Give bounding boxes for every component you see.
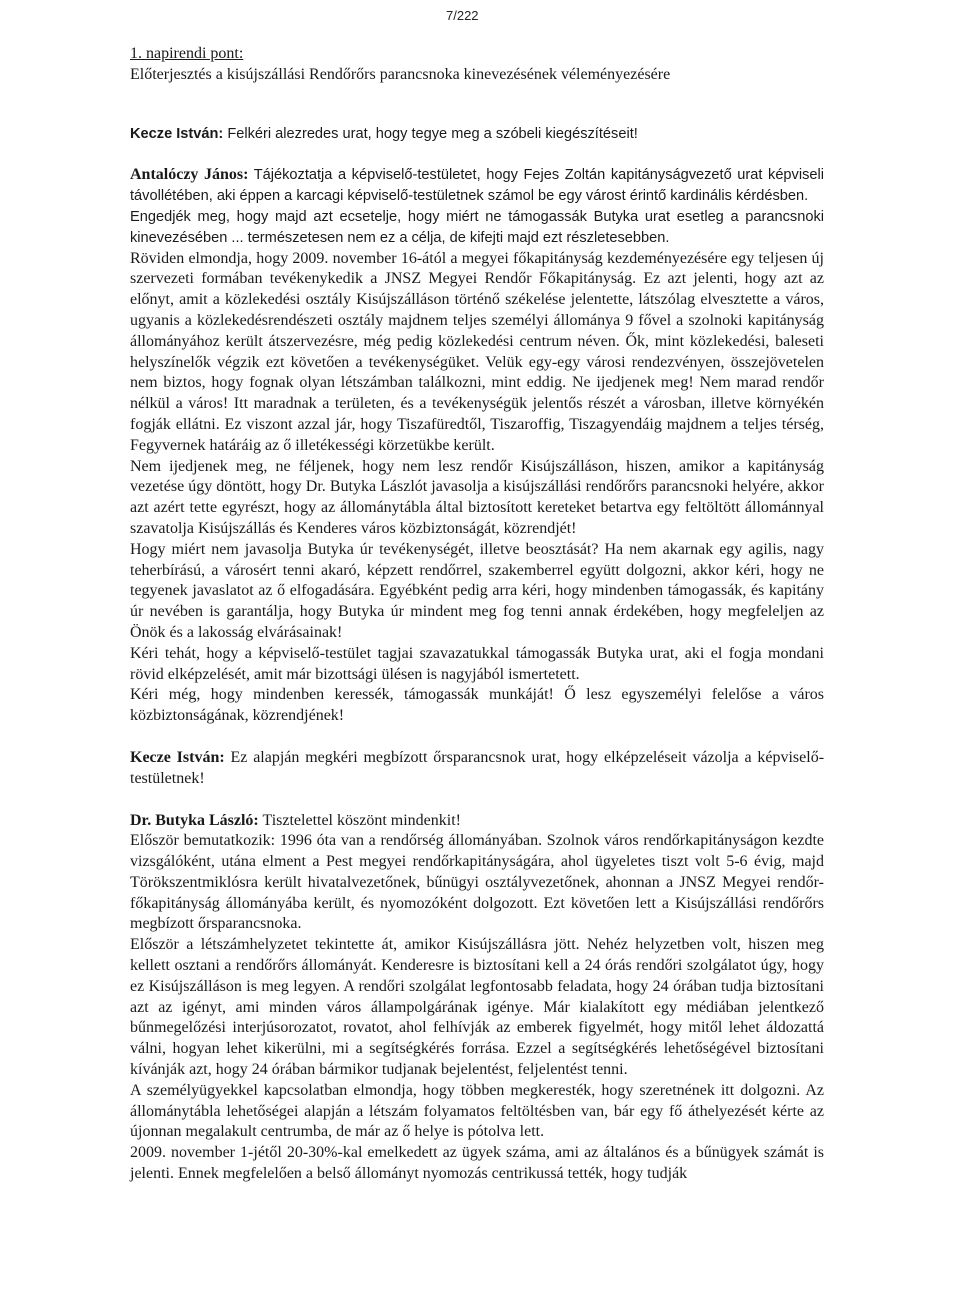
document-body <box>130 44 824 1185</box>
agenda-item-subtitle: Előterjesztés a kisújszállási Rendőrőrs parancsnoka kinevezésének véleményezésére <box>130 65 671 83</box>
agenda-item-title: 1. napirendi pont: <box>130 45 244 62</box>
speaker-name: Antalóczy János: <box>130 166 249 184</box>
speech-block <box>130 165 824 727</box>
speech-paragraph: Kecze István: Felkéri alezredes urat, hogy tegye meg a szóbeli kiegészítéseit! <box>130 125 638 142</box>
speech-paragraph: Hogy miért nem javasolja Butyka úr tevékenységét, illetve beosztását? Ha nem akarnak egy agilis, nagy teherbírású, a városért tenni akaró, képzett rendőrrel, szakemberrel együtt dolgozni, akkor kéri, hogy ne tegyenek javaslatot az ő elfogadására. Egyébként pedig arra kéri, hogy mindenben támogassák, és kapitány úr nevében is garantálja, hogy Butyka úr mindent meg fog tenni annak érdekében, hogy megfeleljen az Önök és a lakosság elvárásainak! <box>130 540 824 641</box>
speech-paragraph: A személyügyekkel kapcsolatban elmondja, hogy többen megkeresték, hogy szeretnének itt dolgozni. Az állománytábla lehetőségei alapján a létszám folyamatos feltöltésben van, bár egy fő áthelyezését kérte az újonnan megalakult centrumba, de már az ő helye is pótolva lett. <box>130 1081 824 1141</box>
speech-paragraph: Kecze István: Ez alapján megkéri megbízott őrsparancsnok urat, hogy elképzeléseit vázolja a képviselő-testületnek! <box>130 748 825 787</box>
speech-paragraph: Kéri még, hogy mindenben keressék, támogassák munkáját! Ő lesz egyszemélyi felelőse a város közbiztonságának, közrendjének! <box>130 686 824 725</box>
speech-paragraph: Először bemutatkozik: 1996 óta van a rendőrség állományában. Szolnok város rendőrkapitányságon kezdte vizsgálóként, utána elment a Pest megyei rendőrkapitányságára, ahol ügyeletes tiszt volt 5-6 évig, majd Törökszentmiklósra került hivatalvezetőnek, bűnügyi osztályvezetőnek, ahonnan a JNSZ Megyei rendőr-főkapitányság állományába került, és nyomozóként dolgozott. Ezt követően lett a Kisújszállási rendőrőrs megbízott őrsparancsnoka. <box>130 832 824 933</box>
speech-paragraph: Nem ijedjenek meg, ne féljenek, hogy nem lesz rendőr Kisújszálláson, hiszen, amikor a kapitányság vezetése úgy döntött, hogy Dr. Butyka Lászlót javasolja a kisújszállási rendőrőrs parancsnoki helyére, akkor azt azért tette egyrészt, hogy az állománytábla által biztosított kereteket betartva egy feltöltött állománnyal szavatolja Kisújszállás és Kenderes város közbiztonságát, közrendjét! <box>130 457 824 537</box>
speech-paragraph: Kéri tehát, hogy a képviselő-testület tagjai szavazatukkal támogassák Butyka urat, aki el fogja mondani rövid elképzelését, amit már bizottsági ülésen is nagyjából ismertetett. <box>130 644 824 683</box>
speech-paragraph: Dr. Butyka László: Tisztelettel köszönt mindenkit! <box>130 811 461 829</box>
speech-paragraph: 2009. november 1-jétől 20-30%-kal emelkedett az ügyek száma, ami az általános és a bűnügyek számát is jelenti. Ennek megfelelően a belső állományt nyomozás centrikussá tették, hogy tudják <box>130 1144 824 1183</box>
speech-block <box>130 748 824 790</box>
speech-block <box>130 124 824 145</box>
speech-paragraph: Antalóczy János: Tájékoztatja a képviselő-testületet, hogy Fejes Zoltán kapitányságvezető urat képviseli távollétében, aki éppen a karcagi képviselő-testületnek számol be egy várost érintő kardinális kérdésben. <box>130 166 824 205</box>
speech-paragraph: Engedjék meg, hogy majd azt ecsetelje, hogy miért ne támogassák Butyka urat esetleg a parancsnoki kinevezésében ... természetesen nem ez a célja, de kifejti majd ezt részletesebben. <box>130 208 824 246</box>
speech-paragraph: Röviden elmondja, hogy 2009. november 16-ától a megyei főkapitányság kezdeményezésére egy teljesen új szervezeti formában tevékenykedik a JNSZ Megyei Rendőr Főkapitányság. Ez azt jelenti, hogy azt az előnyt, amit a közlekedési osztály Kisújszálláson történő székelése jelentette, látszólag elvesztette a város, ugyanis a közlekedésrendészeti osztály majdnem teljes személyi állománya 9 fővel a szolnoki kapitányság állományához került átszervezésre, még pedig közlekedési centrum néven. Ők, mint közlekedési, baleseti helyszínelők végzik ezt követően a tevékenységüket. Velük egy-egy városi rendezvényen, összejövetelen nem biztos, hogy fognak olyan létszámban találkozni, mint eddig. Ne ijedjenek meg! Nem marad rendőr nélkül a város! Itt maradnak a területen, és a tevékenységük jelentős részét a városban, illetve környékén fogják ellátni. Ez viszont azzal jár, hogy Tiszafüredtől, Tiszaroffig, Tiszagyendáig majdnem a teljes térség, Fegyvernek határáig az ő illetékességi körzetükbe került. <box>130 249 824 454</box>
speaker-name: Kecze István: <box>130 748 225 766</box>
speaker-name: Dr. Butyka László: <box>130 811 259 829</box>
speech-paragraph: Először a létszámhelyzetet tekintette át, amikor Kisújszállásra jött. Nehéz helyzetben volt, hiszen meg kellett osztani a rendőrőrs állományát. Kenderesre is biztosítani kell a 24 órás rendőri szolgálatot úgy, hogy ez Kisújszálláson is meg legyen. A rendőri szolgálat legfontosabb feladata, hogy 24 órában tudja biztosítani azt az igényt, ami minden város állampolgárának igénye. Már kialakított egy médiában jelentkező bűnmegelőzési interjúsorozatot, rovatot, ahol felhívják az emberek figyelmét, hogy mitől lehet áldozattá válni, hogyan lehet kikerülni, mi a segítségkérés forrása. Ezzel a segítségkérés lehetőségével biztosítani kívánják azt, hogy 24 órában bármikor tudjanak bejelentést, feljelentést tenni. <box>130 936 824 1079</box>
speech-block <box>130 811 824 1185</box>
page-number: 7/222 <box>446 8 479 23</box>
speaker-name: Kecze István: <box>130 125 224 142</box>
